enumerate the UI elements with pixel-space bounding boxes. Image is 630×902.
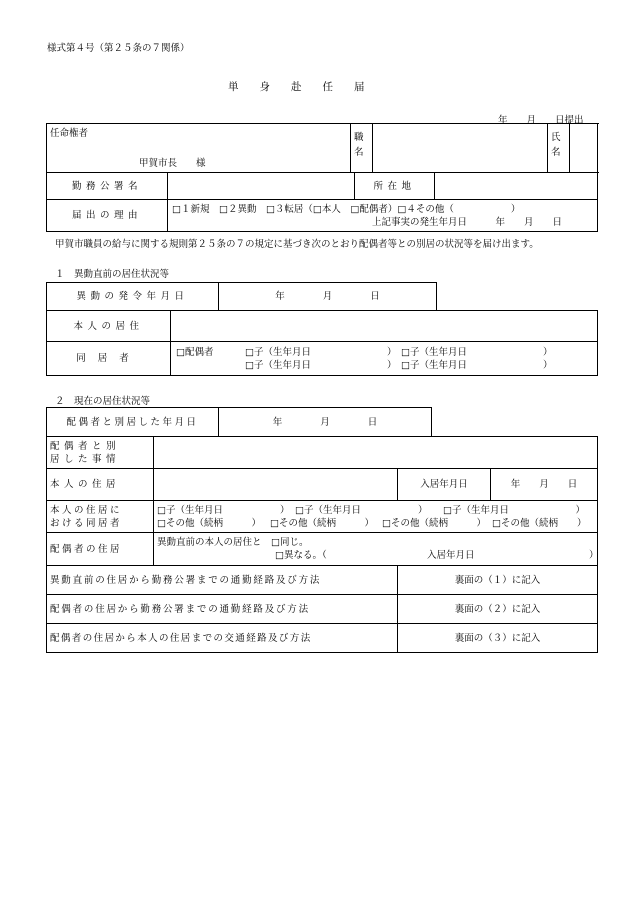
location-label: 所在地 (355, 173, 435, 200)
appointer-label: 任命権者 (50, 128, 89, 139)
own-address-label: 本人の住居 (47, 469, 154, 501)
routes-table (46, 565, 598, 653)
route-2-label: 配偶者の住居から勤務公署までの通勤経路及び方法 (47, 595, 398, 624)
reason-options[interactable]: □１新規 □２異動 □３転居（□本人 □配偶者）□４その他（ ） (172, 203, 521, 215)
date-submitted: 年 月 日提出 (498, 115, 584, 126)
spouse-address-cell (154, 533, 598, 566)
child-4[interactable]: □子（生年月日 ） (401, 359, 553, 371)
separation-reason-label-1: 配偶者と別 (50, 440, 121, 452)
route-3-label: 配偶者の住居から本人の住居までの交通経路及び方法 (47, 624, 398, 653)
cohabitants-label (47, 501, 154, 533)
cohabitant-label: 同居者 (47, 342, 171, 376)
reason-date: 上記事実の発生年月日 年 月 日 (372, 216, 563, 228)
office-field[interactable] (168, 173, 355, 200)
other-d[interactable]: □その他（続柄 ） (492, 517, 587, 529)
separation-reason-label-2: 居した事情 (50, 453, 121, 465)
page-title: 単 身 赴 任 届 (228, 81, 365, 93)
reason-label: 届出の理由 (47, 200, 168, 232)
child-1[interactable]: □子（生年月日 ） (245, 346, 397, 358)
other-b[interactable]: □その他（続柄 ） (270, 517, 374, 529)
statement: 甲賀市職員の給与に関する規則第２５条の７の規定に基づき次のとおり配偶者等との別居の状況等を届け出ます。 (55, 239, 539, 250)
separation-reason-label (47, 437, 154, 469)
appointer-cell (47, 124, 351, 173)
transfer-date-table (46, 282, 437, 311)
child-a[interactable]: □子（生年月日 ） (157, 504, 290, 516)
section1-table (46, 310, 598, 376)
child-b[interactable]: □子（生年月日 ） (295, 504, 428, 516)
route-1-value: 裏面の（１）に記入 (398, 566, 598, 595)
spouse-address-same[interactable]: 異動直前の本人の居住と □同じ。 (157, 537, 309, 548)
transfer-date-label: 異動の発令年月日 (47, 283, 219, 311)
form-number: 様式第４号（第２５条の７関係） (47, 43, 190, 54)
cohabitants-cell (154, 501, 598, 533)
child-2[interactable]: □子（生年月日 ） (245, 359, 397, 371)
move-in-value[interactable]: 年 月 日 (491, 469, 598, 501)
cohabitants-label-1: 本人の住居に (50, 504, 123, 516)
move-in-label: 入居年月日 (398, 469, 491, 501)
name-label: 氏名 (548, 124, 570, 173)
route-2-value: 裏面の（２）に記入 (398, 595, 598, 624)
other-a[interactable]: □その他（続柄 ） (157, 517, 261, 529)
residence-field[interactable] (171, 311, 598, 342)
spouse-address-label: 配偶者の住居 (47, 533, 154, 566)
own-address-field[interactable] (154, 469, 398, 501)
post-field[interactable] (373, 124, 548, 173)
child-3[interactable]: □子（生年月日 ） (401, 346, 553, 358)
office-label: 勤務公署名 (47, 173, 168, 200)
route-1-label: 異動直前の住居から勤務公署までの通勤経路及び方法 (47, 566, 398, 595)
section1-heading: １ 異動直前の居住状況等 (55, 269, 170, 280)
header-table-2 (46, 172, 598, 232)
header-table (46, 123, 598, 173)
reason-cell (168, 200, 598, 232)
section2-table (46, 436, 598, 566)
spouse-address-move-in: 入居年月日 (427, 550, 475, 561)
separation-date-table (46, 407, 432, 437)
appointer-value: 甲賀市長 様 (139, 158, 206, 169)
name-field[interactable] (570, 124, 598, 173)
cohabitant-cell (171, 342, 598, 376)
post-label: 職名 (351, 124, 373, 173)
residence-label: 本人の居住 (47, 311, 171, 342)
cohabitants-label-2: おける同居者 (50, 517, 123, 529)
spouse-checkbox[interactable]: □配偶者 (176, 346, 214, 358)
spouse-address-different[interactable]: □異なる。（ (275, 550, 327, 561)
transfer-date-value[interactable]: 年 月 日 (219, 283, 437, 311)
separation-reason-field[interactable] (154, 437, 598, 469)
spouse-address-close: ） (589, 550, 599, 561)
separation-date-label: 配偶者と別居した年月日 (47, 408, 219, 437)
separation-date-value[interactable]: 年 月 日 (219, 408, 432, 437)
location-field[interactable] (435, 173, 598, 200)
other-c[interactable]: □その他（続柄 ） (382, 517, 486, 529)
route-3-value: 裏面の（３）に記入 (398, 624, 598, 653)
child-c[interactable]: □子（生年月日 ） (443, 504, 585, 516)
section2-heading: ２ 現在の居住状況等 (55, 396, 151, 407)
